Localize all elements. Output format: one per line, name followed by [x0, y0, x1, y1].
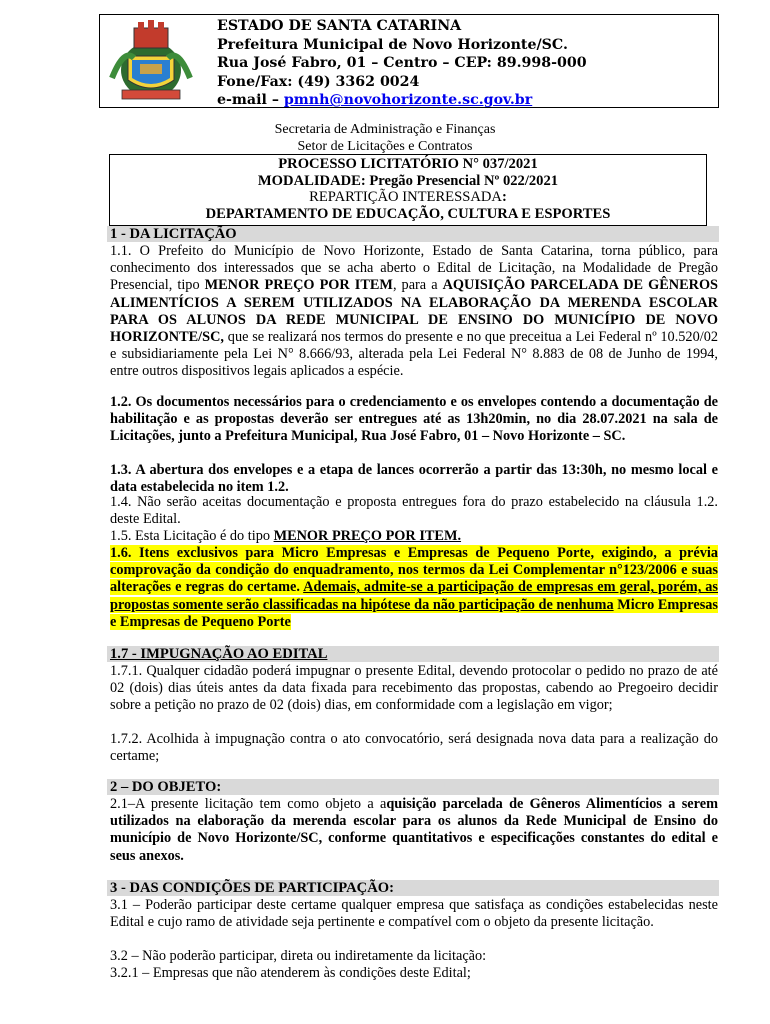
p15-tipo: MENOR PREÇO POR ITEM. — [273, 528, 462, 544]
paragraph-1-1 — [110, 243, 718, 381]
header-state: ESTADO DE SANTA CATARINA — [217, 18, 462, 34]
p21-text-a: 2.1–A presente licitação tem como objeto a a — [110, 796, 387, 812]
processo-numero: PROCESSO LICITATÓRIO N° 037/2021 — [278, 156, 538, 172]
p16-text-c: Micro Empresas e Empresas de Pequeno Porte — [110, 596, 718, 630]
paragraph-1-7-1: 1.7.1. Qualquer cidadão poderá impugnar o presente Edital, devendo protocolar o pedido no prazo de até 02 (dois) dias úteis antes da data fixada para recebimento das propostas, cabendo ao Pregoeiro decidir sobre a petição no prazo de 02 (dois) dias, em conformidade com a legislação em vigor; — [110, 663, 718, 714]
processo-reparticao-line — [109, 189, 707, 206]
municipal-crest-icon — [104, 18, 199, 103]
setor: Setor de Licitações e Contratos — [297, 139, 473, 154]
email-link[interactable]: pmnh@novohorizonte.sc.gov.br — [283, 92, 533, 109]
p15-text: 1.5. Esta Licitação é do tipo — [110, 528, 274, 544]
secretaria: Secretaria de Administração e Finanças — [274, 122, 496, 137]
p11-text-c: , para a — [392, 277, 443, 294]
paragraph-1-6 — [110, 545, 718, 631]
p11-objeto: AQUISIÇÃO PARCELADA DE GÊNEROS ALIMENTÍCIOS A SEREM UTILIZADOS NA ELABORAÇÃO DA MERENDA ESCOLAR PARA OS ALUNOS DA REDE MUNICIPAL DE ENSINO DO MUNICÍPIO DE NOVO HORIZONTE/SC, — [110, 277, 719, 346]
p16-text-a: 1.6. Itens exclusivos para Micro Empresas e Empresas de Pequeno Porte, exigindo, a prévia comprovação da condição do enquadramento, nos termos da Lei Complementar n°123/2006 e suas alterações e regras do certame. — [110, 545, 718, 596]
processo-modalidade: MODALIDADE: Pregão Presencial Nº 022/2021 — [257, 173, 559, 189]
paragraph-1-2: 1.2. Os documentos necessários para o credenciamento e os envelopes contendo a documentação de habilitação e as propostas deverão ser entregues até as 13h20min, no dia 28.07.2021 na sala de Licitações, junto a Prefeitura Municipal, Rua José Fabro, 01 – Novo Horizonte – SC. — [110, 394, 718, 445]
processo-reparticao-colon: : — [501, 189, 507, 205]
section-1-7-title: 1.7 - IMPUGNAÇÃO AO EDITAL — [110, 646, 328, 662]
header-phone: Fone/Fax: (49) 3362 0024 — [217, 73, 420, 90]
paragraph-3-2-1: 3.2.1 – Empresas que não atenderem às condições deste Edital; — [110, 965, 471, 981]
header-prefeitura: Prefeitura Municipal de Novo Horizonte/SC. — [217, 36, 568, 53]
paragraph-1-5 — [110, 528, 718, 545]
header-email-line — [217, 91, 712, 110]
paragraph-3-2: 3.2 – Não poderão participar, direta ou indiretamente da licitação: — [110, 948, 487, 964]
processo-reparticao: REPARTIÇÃO INTERESSADA — [309, 189, 502, 205]
p11-text-e: que se realizará nos termos do presente e no que preceitua a Lei Federal nº 10.520/02 e subsidiariamente pela Lei N° 8.666/93, alterada pela Lei Federal N° 8.883 de 08 de Junho de 1994, entre outros dispositivos legais aplicados a espécie. — [110, 329, 718, 380]
paragraph-1-3: 1.3. A abertura dos envelopes e a etapa de lances ocorrerão a partir das 13:30h, no mesmo local e data estabelecida no item 1.2. — [110, 462, 718, 496]
p11-text-a: 1.1. O Prefeito do Município de Novo Horizonte, Estado de Santa Catarina, torna público, para conhecimento dos interessados que se acha aberto o Edital de Licitação, na Modalidade de Pregão Presencial, tipo — [110, 243, 718, 294]
header-address: Rua José Fabro, 01 – Centro – CEP: 89.998-000 — [217, 55, 587, 72]
processo-departamento: DEPARTAMENTO DE EDUCAÇÃO, CULTURA E ESPORTES — [205, 206, 611, 222]
section-3-title: 3 - DAS CONDIÇÕES DE PARTICIPAÇÃO: — [110, 880, 394, 896]
paragraph-2-1 — [110, 796, 718, 865]
header-text — [217, 17, 712, 110]
section-1-title: 1 - DA LICITAÇÃO — [110, 226, 237, 242]
p11-tipo: MENOR PREÇO POR ITEM — [204, 277, 393, 294]
paragraph-3-1: 3.1 – Poderão participar deste certame qualquer empresa que satisfaça as condições estabelecidas neste Edital e cujo ramo de atividade seja pertinente e compatível com o objeto da presente licitação. — [110, 897, 718, 931]
header-email-label: e-mail – — [217, 92, 284, 109]
paragraph-1-4: 1.4. Não serão aceitas documentação e proposta entregues fora do prazo estabelecido na cláusula 1.2. deste Edital. — [110, 494, 718, 528]
p16-text-b: Ademais, admite-se a participação de empresas em geral, porém, as propostas somente serão classificadas na hipótese da não participação de nenhuma — [110, 579, 718, 613]
paragraph-1-7-2: 1.7.2. Acolhida à impugnação contra o ato convocatório, será designada nova data para a realização do certame; — [110, 731, 718, 765]
p21-text-b: quisição parcelada de Gêneros Alimentícios a serem utilizados na elaboração da merenda escolar para os alunos da Rede Municipal de Ensino do município de Novo Horizonte/SC, conforme quantitativos e especificações constantes do edital e seus anexos. — [110, 796, 718, 864]
section-2-title: 2 – DO OBJETO: — [110, 779, 222, 795]
